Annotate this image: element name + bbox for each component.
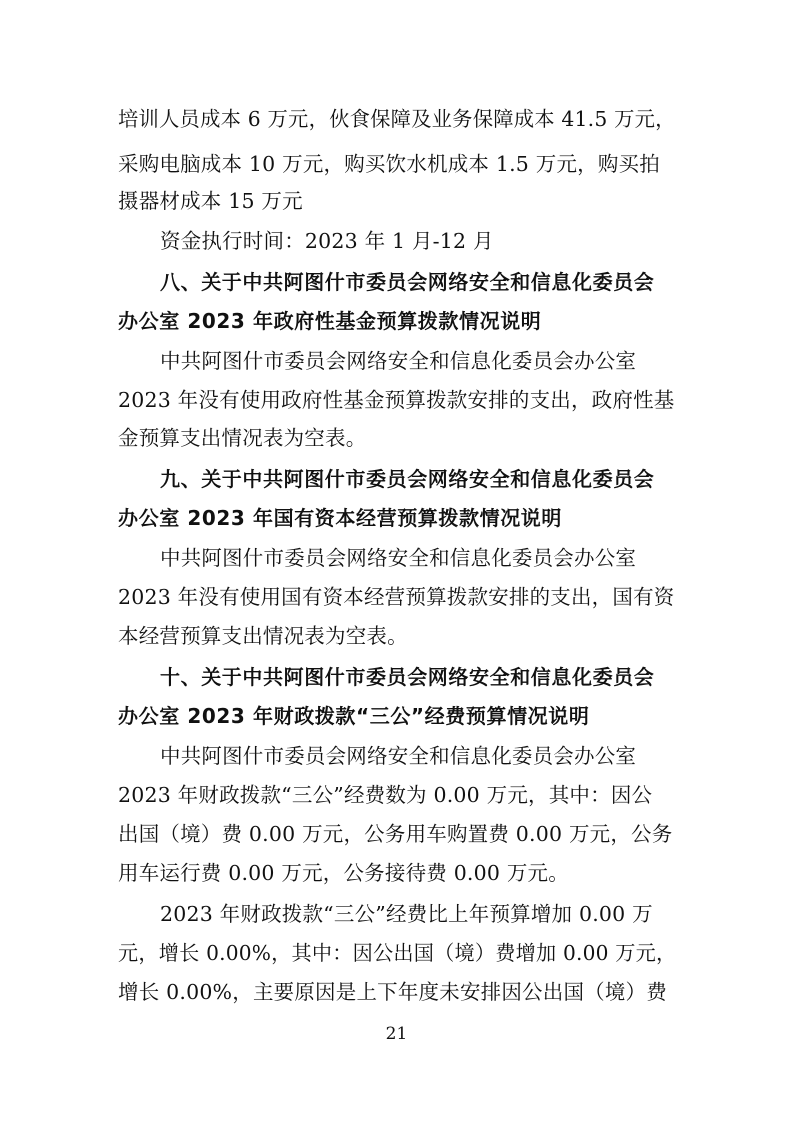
section-heading-8: 八、关于中共阿图什市委员会网络安全和信息化委员会 (160, 270, 655, 294)
section-heading-10-cont: 办公室 2023 年财政拨款“三公”经费预算情况说明 (118, 704, 590, 728)
body-text-line: 摄器材成本 15 万元 (118, 189, 303, 213)
body-text-line: 资金执行时间：2023 年 1 月-12 月 (160, 229, 494, 253)
body-text-line: 中共阿图什市委员会网络安全和信息化委员会办公室 (160, 546, 637, 570)
body-text-line: 本经营预算支出情况表为空表。 (118, 624, 408, 648)
body-text-line: 采购电脑成本 10 万元，购买饮水机成本 1.5 万元，购买拍 (118, 152, 660, 176)
body-text-line: 元，增长 0.00%，其中：因公出国（境）费增加 0.00 万元， (118, 941, 677, 965)
body-text-line: 中共阿图什市委员会网络安全和信息化委员会办公室 (160, 744, 637, 768)
body-text-line: 2023 年财政拨款“三公”经费数为 0.00 万元，其中：因公 (118, 783, 653, 807)
body-text-line: 用车运行费 0.00 万元，公务接待费 0.00 万元。 (118, 861, 569, 885)
section-heading-8-cont: 办公室 2023 年政府性基金预算拨款情况说明 (118, 309, 542, 333)
body-text-line: 2023 年没有使用政府性基金预算拨款安排的支出，政府性基 (118, 388, 675, 412)
body-text-line: 出国（境）费 0.00 万元，公务用车购置费 0.00 万元，公务 (118, 822, 673, 846)
section-heading-10: 十、关于中共阿图什市委员会网络安全和信息化委员会 (160, 665, 655, 689)
body-text-line: 金预算支出情况表为空表。 (118, 426, 367, 450)
page-number: 21 (385, 1024, 408, 1044)
body-text-line: 增长 0.00%，主要原因是上下年度未安排因公出国（境）费 (118, 980, 667, 1004)
section-heading-9: 九、关于中共阿图什市委员会网络安全和信息化委员会 (160, 467, 655, 491)
body-text-line: 中共阿图什市委员会网络安全和信息化委员会办公室 (160, 349, 637, 373)
section-heading-9-cont: 办公室 2023 年国有资本经营预算拨款情况说明 (118, 506, 562, 530)
body-text-line: 2023 年没有使用国有资本经营预算拨款安排的支出，国有资 (118, 585, 675, 609)
body-text-line: 2023 年财政拨款“三公”经费比上年预算增加 0.00 万 (160, 902, 653, 926)
body-text-line: 培训人员成本 6 万元，伙食保障及业务保障成本 41.5 万元， (118, 107, 676, 131)
